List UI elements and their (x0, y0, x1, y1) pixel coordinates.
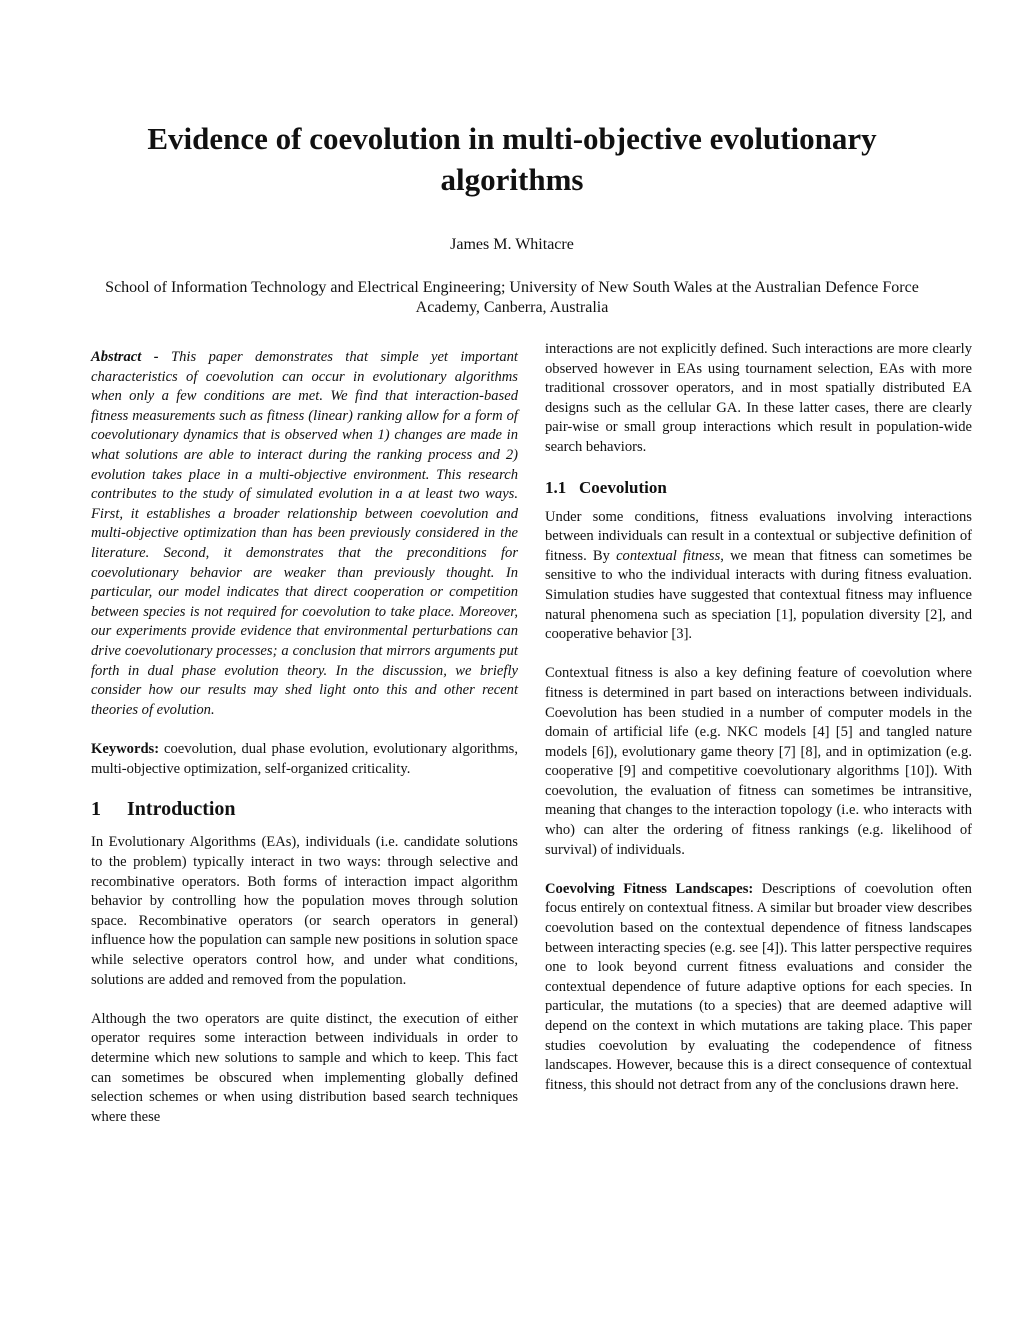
coevolution-paragraph-2: Contextual fitness is also a key defining feature of coevolution where fitness is determined in part based on interactions between individuals. Coevolution has been studied in a number of computer models in the domain of artificial life (e.g. NKC models [4] [5] and tangled nature models [6]), evolutionary game theory [7] [8], and in optimization (e.g. cooperative [9] and competitive coevolutionary algorithms [10]). With coevolution, the evaluation of fitness can sometimes be intransitive, meaning that changes to the interaction topology (i.e. who interacts with who) can alter the ordering of fitness rankings (e.g. likelihood of survival) of individuals. (545, 665, 972, 858)
right-column (545, 340, 972, 1095)
subsection-title: Coevolution (579, 477, 667, 497)
section-title: Introduction (127, 798, 236, 821)
text-run: , we mean that fitness can sometimes be sensitive to who the individual interacts with during fitness evaluation. Simulation studies have suggested that contextual fitness may influence natural phenomena such as speciation [1], population diversity [2], and cooperative behavior [3]. (545, 547, 972, 643)
section-heading-introduction (91, 797, 518, 821)
subsection-heading-coevolution (545, 477, 972, 499)
text-run: Under some conditions, fitness evaluations involving interactions between individuals can result in a contextual or subjective definition of fitness. By (545, 508, 972, 564)
coevolution-paragraph-1 (545, 508, 972, 645)
abstract-text: This paper demonstrates that simple yet important characteristics of coevolution can occur in evolutionary algorithms when only a few conditions are met. We find that interaction-based fitness measurements such as fitness (linear) ranking allow for a form of coevolutionary dynamics that is observed when 1) changes are made in what solutions are able to interact during the ranking process and 2) evolution takes place in a multi-objective environment. This research contributes to the study of simulated evolution in a at least two ways. First, it establishes a broader relationship between coevolution and multi-objective optimization than has been previously considered in the literature. Second, it demonstrates that the preconditions for coevolutionary behavior are weaker than previously thought. In particular, our model indicates that direct cooperation or competition between species is not required for coevolution to take place. Moreover, our experiments provide evidence that environmental perturbations can drive coevolutionary processes; a conclusion that mirrors arguments put forth in dual phase evolution theory. In the discussion, we briefly consider how our results may shed light onto this and other recent theories of evolution. (91, 349, 518, 718)
keywords-text: coevolution, dual phase evolution, evolutionary algorithms, multi-objective optimization, self-organized criticality. (91, 741, 519, 777)
author-affiliation: School of Information Technology and Electrical Engineering; University of New South Wales at the Australian Defence Force Academy, Canberra, Australia (105, 279, 919, 316)
coevolution-paragraph-3 (545, 880, 972, 1096)
subsection-number: 1.1 (545, 477, 567, 497)
left-column (91, 340, 518, 1127)
section-number: 1 (91, 798, 101, 821)
abstract-label: Abstract - (91, 349, 159, 365)
author-name: James M. Whitacre (450, 236, 574, 253)
intro-paragraph-1: In Evolutionary Algorithms (EAs), individuals (i.e. candidate solutions to the problem) typically interact in two ways: through selective and recombinative operators. Both forms of interaction impact algorithm behavior by controlling how the population moves through solution space. Recombinative operators (or search operators in general) influence how the population can sample new positions in solution space while selective operators control how, and under what conditions, solutions are added and removed from the population. (91, 834, 518, 988)
run-in-heading: Coevolving Fitness Landscapes: (545, 880, 754, 897)
coevolution-paragraph-3-text: Descriptions of coevolution often focus entirely on contextual fitness. A similar but broader view describes coevolution based on the contextual dependence of fitness landscapes between interacting species (e.g. see [4]). This latter perspective requires one to look beyond current fitness evaluations and consider the contextual dependence of future adaptive options for each species. In particular, the mutations (to a species) that are deemed adaptive will depend on the context in which mutations are taking place. This paper studies coevolution by evaluating the codependence of fitness landscapes. However, because this is a direct consequence of contextual fitness, this should not detract from any of the conclusions drawn here. (545, 880, 972, 1093)
keywords-label: Keywords: (91, 741, 160, 758)
paper-title: Evidence of coevolution in multi-objective evolutionary algorithms (147, 121, 877, 197)
intro-paragraph-2: Although the two operators are quite distinct, the execution of either operator requires some interaction between individuals in order to determine which new solutions to sample and which to keep. This fact can sometimes be obscured when implementing globally defined selection schemes or when using distribution based search techniques where these (91, 1010, 518, 1125)
intro-paragraph-3: interactions are not explicitly defined. Such interactions are more clearly observed however in EAs using tournament selection, EAs with more traditional crossover operators, and in most spatially distributed EA designs such as the cellular GA. In these latter cases, there are clearly pair-wise or small group interactions which result in population-wide search behaviors. (545, 341, 972, 455)
emphasis-contextual-fitness: contextual fitness (616, 547, 721, 564)
keywords (91, 740, 518, 779)
abstract (91, 348, 518, 720)
